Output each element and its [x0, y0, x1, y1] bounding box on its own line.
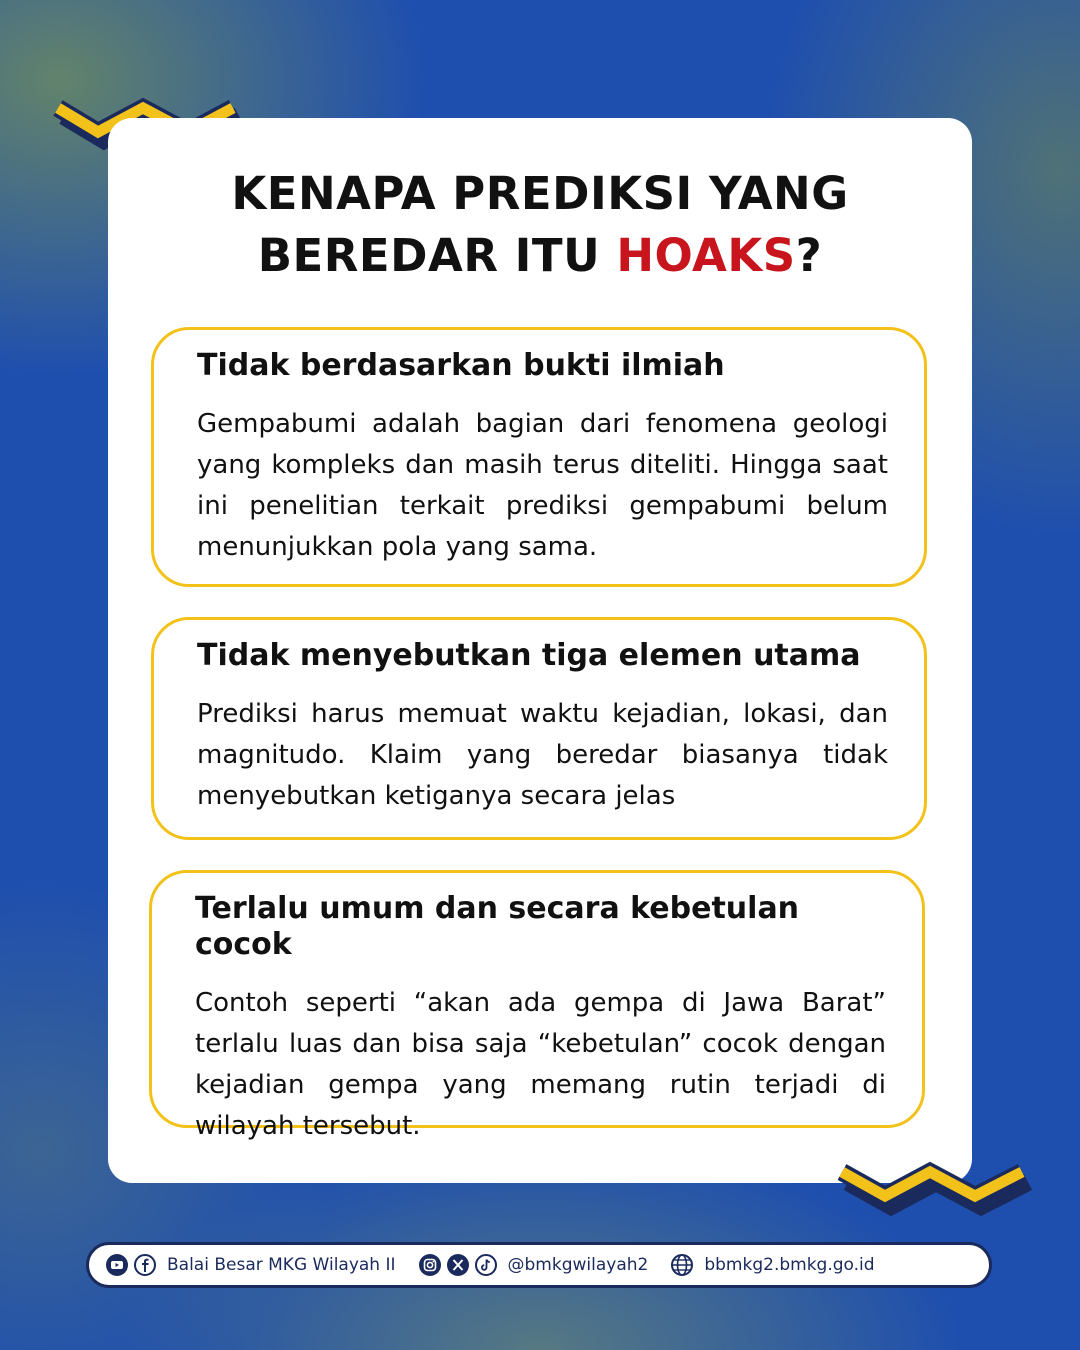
title-highlight-word: HOAKS	[616, 229, 796, 282]
website-link[interactable]: bbmkg2.bmkg.go.id	[704, 1255, 875, 1275]
facebook-icon[interactable]	[133, 1253, 157, 1277]
social-handle[interactable]: @bmkgwilayah2	[507, 1255, 649, 1275]
reason-card-1	[151, 327, 927, 587]
org-name: Balai Besar MKG Wilayah II	[167, 1255, 396, 1275]
x-icon[interactable]	[446, 1253, 470, 1277]
reason-title-2: Tidak menyebutkan tiga elemen utama	[197, 638, 861, 673]
reason-card-2	[151, 617, 927, 840]
title-line-1: KENAPA PREDIKSI YANG	[231, 167, 849, 220]
title-line-2	[108, 225, 972, 287]
globe-icon	[670, 1253, 694, 1277]
reason-body-1: Gempabumi adalah bagian dari fenomena geologi yang kompleks dan masih terus diteliti. Hingga saat ini penelitian terkait prediksi gempabumi belum menunjukkan pola yang sama.	[197, 409, 888, 562]
reason-card-3	[149, 870, 925, 1141]
reason-title-3: Terlalu umum dan secara kebetulan cocok	[195, 891, 800, 962]
youtube-icon[interactable]	[105, 1253, 129, 1277]
footer-bar	[86, 1242, 992, 1288]
reason-title-1: Tidak berdasarkan bukti ilmiah	[197, 348, 725, 383]
tiktok-icon[interactable]	[474, 1253, 498, 1277]
reason-body-3: Contoh seperti “akan ada gempa di Jawa Barat” terlalu luas dan bisa saja “kebetulan” cocok dengan kejadian gempa yang memang rutin terjadi di wilayah tersebut.	[195, 988, 886, 1141]
title-line-2-prefix: BEREDAR ITU	[257, 229, 617, 282]
title-line-2-suffix: ?	[795, 229, 823, 282]
instagram-icon[interactable]	[418, 1253, 442, 1277]
zigzag-bottom-right-decoration	[830, 1150, 1040, 1222]
page-title	[108, 163, 972, 287]
reason-body-2: Prediksi harus memuat waktu kejadian, lokasi, dan magnitudo. Klaim yang beredar biasanya tidak menyebutkan ketiganya secara jelas	[197, 699, 888, 811]
